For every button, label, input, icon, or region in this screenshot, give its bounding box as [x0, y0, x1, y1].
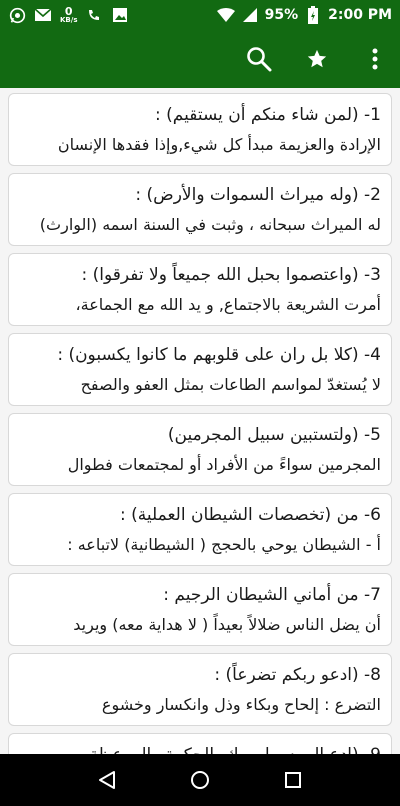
- whatsapp-icon: [8, 6, 26, 24]
- list-item-body: أمرت الشريعة بالاجتماع, و يد الله مع الجماعة،: [75, 295, 381, 314]
- list-item-title: 7- من أماني الشيطان الرجيم :: [163, 585, 381, 605]
- list-item-body: التضرع : إلحاح وبكاء وذل وانكسار وخشوع: [101, 695, 381, 714]
- list-item[interactable]: [8, 653, 392, 726]
- battery-charging-icon: [304, 6, 322, 24]
- signal-icon: [241, 6, 259, 24]
- list-item-title: 6- من (تخصصات الشيطان العملية) :: [119, 505, 381, 525]
- list-item-body: أن يضل الناس ضلالاً بعيداً ( لا هداية معه) ويريد: [73, 615, 381, 634]
- search-icon[interactable]: [244, 44, 274, 74]
- list-item[interactable]: [8, 333, 392, 406]
- phone-mode-icon: [85, 6, 103, 24]
- list-item-title: 3- (واعتصموا بحبل الله جميعاً ولا تفرقوا) :: [81, 265, 381, 285]
- status-bar: [0, 0, 400, 30]
- list-item-body: لا يُستغدّ لمواسم الطاعات بمثل العفو والصفح: [80, 375, 381, 394]
- list-item[interactable]: [8, 173, 392, 246]
- list-item[interactable]: [8, 413, 392, 486]
- list-item-title: 2- (وله ميراث السموات والأرض) :: [135, 185, 381, 205]
- app-toolbar: [0, 30, 400, 88]
- star-icon[interactable]: [302, 44, 332, 74]
- wifi-icon: [217, 6, 235, 24]
- list-item-title: 5- (ولتستبين سبيل المجرمين): [167, 425, 381, 445]
- list-item-body: المجرمين سواءً من الأفراد أو لمجتمعات فطوال: [67, 455, 381, 474]
- network-speed-unit: KB/s: [60, 16, 78, 24]
- list-item-body: أ - الشيطان يوحي بالحجج ( الشيطانية) لاتباعه :: [67, 535, 381, 554]
- list-item-body: له الميراث سبحانه ، وثبت في السنة اسمه (الوارث): [39, 215, 381, 234]
- network-speed: [60, 6, 77, 24]
- gallery-icon: [111, 6, 129, 24]
- recents-icon[interactable]: [273, 760, 313, 800]
- list-item-title: 8- (ادعو ربكم تضرعاً) :: [214, 665, 381, 685]
- list-item-title: 4- (كلا بل ران على قلوبهم ما كانوا يكسبون) :: [57, 345, 381, 365]
- list-item-title: 1- (لمن شاء منكم أن يستقيم) :: [155, 105, 381, 125]
- list-item[interactable]: [8, 253, 392, 326]
- network-speed-value: 0: [64, 5, 73, 18]
- system-nav-bar: [0, 754, 400, 806]
- status-right: [217, 6, 392, 24]
- home-icon[interactable]: [180, 760, 220, 800]
- clock: 2:00 PM: [328, 7, 392, 23]
- more-vert-icon[interactable]: [360, 44, 390, 74]
- back-icon[interactable]: [87, 760, 127, 800]
- list-item-body: الإرادة والعزيمة مبدأ كل شيء,وإذا فقدها الإنسان: [57, 135, 381, 154]
- list-item[interactable]: [8, 493, 392, 566]
- list-item[interactable]: [8, 573, 392, 646]
- topics-list: [0, 88, 400, 748]
- mail-icon: [34, 6, 52, 24]
- list-item[interactable]: [8, 93, 392, 166]
- status-left: [8, 6, 129, 24]
- battery-percent: 95%: [264, 7, 299, 23]
